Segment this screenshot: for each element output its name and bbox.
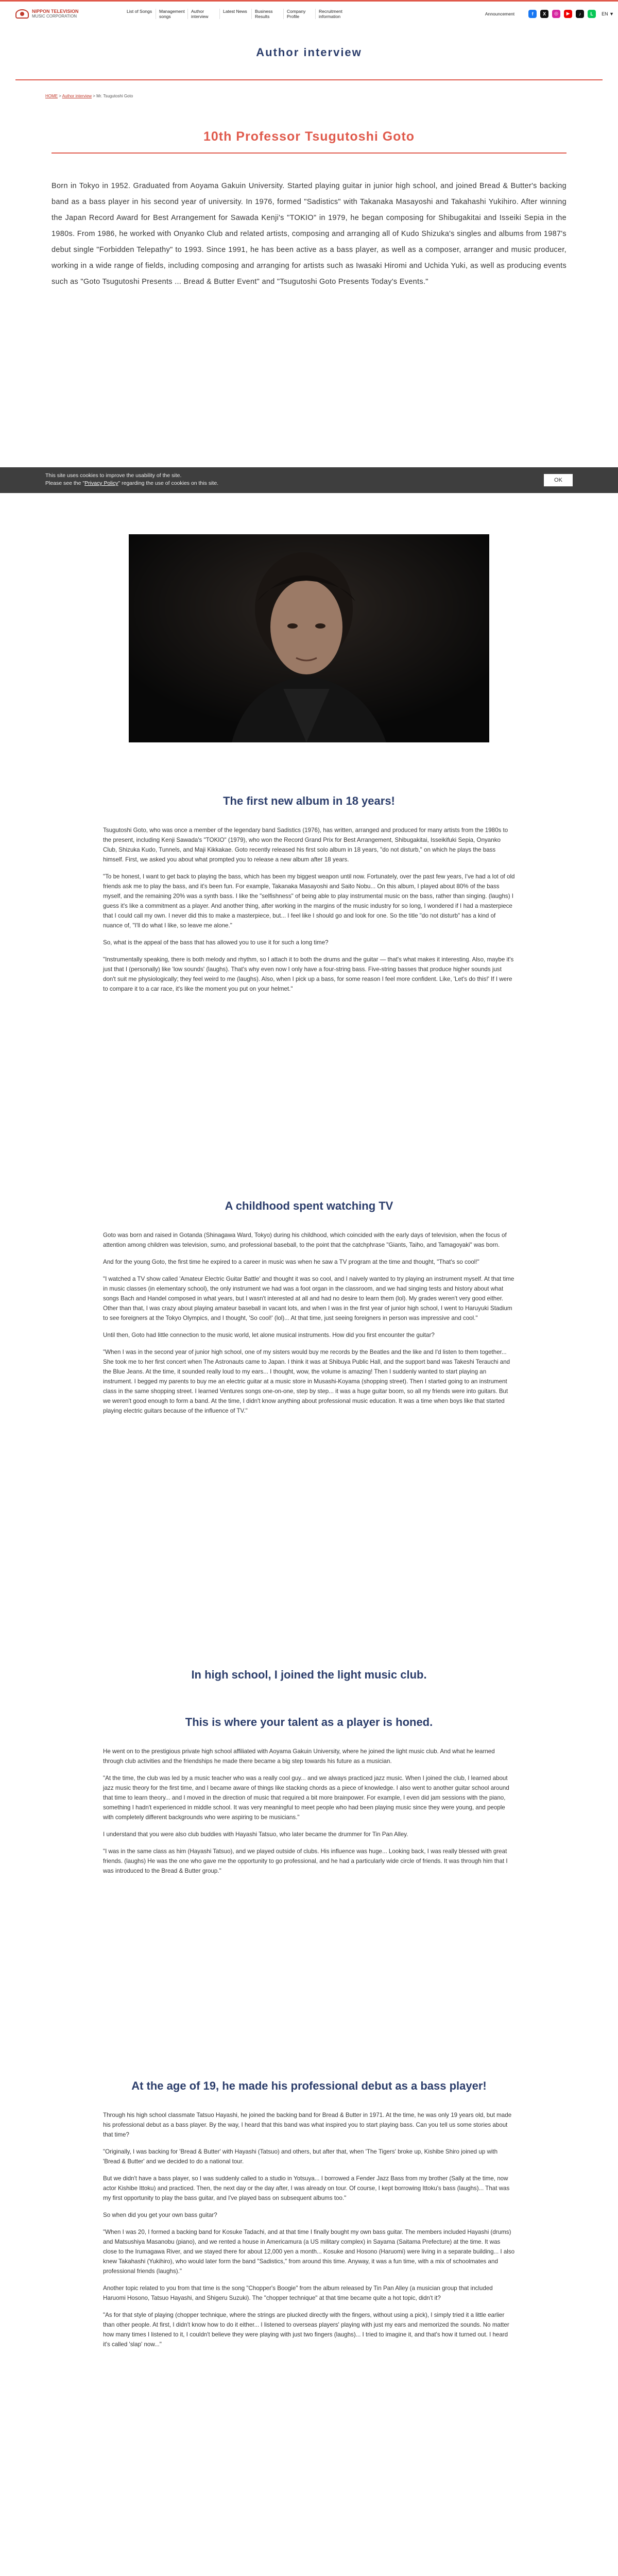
x-icon[interactable]: X: [540, 10, 548, 18]
main-nav: [124, 9, 485, 19]
logo-icon: [15, 9, 29, 19]
paragraph: So when did you get your own bass guitar?: [103, 2212, 217, 2218]
paragraph: "When I was in the second year of junior high school, one of my sisters would buy me records by the Beatles and the like and I'd listen to them together... She took me to her first concert when The Astronauts came to Japan. I think it was at Shibuya Public Hall, and the support band was Takeshi Terauchi and the Blue Jeans. At the time, it sounded really loud to my ears... I thought, wow, the volume is amazing! Then I suddenly wanted to start playing an instrument. I begged my parents to buy me an electric guitar at a music store in Musashi-Koyama (shopping street). Then I started going to an instrument class in the same shopping street. I learned Ventures songs one-on-one, step by step... it was a huge guitar boom, so all my friends were into guitars. But we weren't good enough to form a band. At the time, I didn't know anything about professional music education. It was a time when boys like that started playing electric guitars because of the influence of TV.": [103, 1349, 510, 1414]
paragraph: "Instrumentally speaking, there is both melody and rhythm, so I attach it to both the drums and the guitar — that's what makes it interesting. Also, maybe it's just that I (personally) like 'low sounds' (laughs). That's why even now I only have a four-string bass. Five-string basses that produce higher sounds just don't suit me physiologically; they feel weird to me (laughs). Also, when I pick up a bass, for some reason I feel more confident. Like, 'Let's do this!' If I were to compare it to a car race, it's like the moment you put on your helmet.": [103, 956, 514, 992]
paragraph: Another topic related to you from that time is the song "Chopper's Boogie" from the album released by Tin Pan Alley (a musician group that included Haruomi Hosono, Tatsuo Hayashi, and Shigeru Suzuki). The "chopper technique" at that time became quite a hot topic, didn't it?: [103, 2285, 493, 2301]
line-icon[interactable]: L: [588, 10, 596, 18]
cookie-text-line1: This site uses cookies to improve the usability of the site.: [45, 472, 182, 479]
paragraph: Goto was born and raised in Gotanda (Shinagawa Ward, Tokyo) during his childhood, which coincided with the early days of television, when the focus of attention among children was television, sumo, and professional baseball, to the point that the catchphrase "Giants, Taiho, and Tamagoyaki" was born.: [103, 1232, 507, 1248]
paragraph: Tsugutoshi Goto, who was once a member of the legendary band Sadistics (1976), has written, arranged and produced for many artists from the 1980s to the present, including Kenji Sawada's "TOKIO" (1979), who won the Record Grand Prix for Best Arrangement, Shibugakitai, Isseikifuki Sepia, Onyanko Club, Shizuka Kudo, Tunnels, and Maji Kikkakae. Goto recently released his first solo album in 18 years, "do not disturb," on which he plays the bass himself. First, we asked you about what prompted you to release a new album after 18 years.: [103, 827, 508, 863]
paragraph: "Originally, I was backing for 'Bread & Butter' with Hayashi (Tatsuo) and others, but after that, when 'The Tigers' broke up, Kishibe Shiro joined up with 'Bread & Butter' and we decided to do a national tour.: [103, 2148, 498, 2165]
breadcrumb-parent[interactable]: Author interview: [62, 94, 92, 98]
breadcrumb-current: Mr. Tsugutoshi Goto: [96, 94, 133, 98]
page-title: Author interview: [256, 46, 362, 59]
profile-title-underline: [52, 152, 566, 154]
article-section-2: [103, 1199, 515, 1423]
title-band: [0, 26, 618, 79]
nav-item-business[interactable]: Business Results: [251, 9, 283, 19]
article-section-1: [103, 794, 515, 1001]
breadcrumb: HOME > Author interview > Mr. Tsugutoshi Goto: [45, 94, 133, 98]
profile-title: 10th Professor Tsugutoshi Goto: [203, 129, 415, 144]
article-section-5: [103, 2079, 515, 2357]
section-heading: This is where your talent as a player is honed.: [185, 1716, 433, 1728]
author-photo: [129, 534, 489, 742]
paragraph: So, what is the appeal of the bass that has allowed you to use it for such a long time?: [103, 939, 329, 946]
paragraph: He went on to the prestigious private high school affiliated with Aoyama Gakuin University, where he joined the light music club. And what he learned through club activities and the friendships he made there became a big step towards his future as a musician.: [103, 1748, 495, 1765]
facebook-icon[interactable]: f: [528, 10, 537, 18]
nav-item-news[interactable]: Latest News: [219, 9, 251, 19]
section-heading: A childhood spent watching TV: [225, 1199, 393, 1212]
section-heading: At the age of 19, he made his professional debut as a bass player!: [131, 2079, 487, 2092]
nav-item-author-interview[interactable]: Author interview: [187, 9, 219, 19]
logo-line1: NIPPON TELEVISION: [32, 8, 79, 14]
divider: [15, 79, 603, 80]
paragraph: Until then, Goto had little connection to the music world, let alone musical instruments. How did you first encounter the guitar?: [103, 1332, 435, 1338]
announcement-link[interactable]: Announcement: [485, 11, 515, 16]
logo-line2: MUSIC CORPORATION: [32, 13, 77, 19]
youtube-icon[interactable]: ▶: [564, 10, 572, 18]
paragraph: "At the time, the club was led by a music teacher who was a really cool guy... and we always practiced jazz music. When I joined the club, I learned about jazz music theory for the first time, and I became aware of things like stacking chords as a piece of knowledge. I also went to another guitar school around that time to learn theory... and I moved in the direction of music that required a bit more brainpower. For example, I even did jam sessions with the piano, something I hadn't experienced in middle school. It was very meaningful to meet people who had been playing music since they were young, and people with completely different backgrounds who were aspiring to be musicians.": [103, 1775, 509, 1821]
cookie-ok-button[interactable]: OK: [544, 474, 573, 486]
nav-item-management[interactable]: Management songs: [156, 9, 187, 19]
language-selector[interactable]: EN ▼: [602, 11, 614, 16]
section-heading: In high school, I joined the light music club.: [191, 1668, 427, 1681]
privacy-policy-link[interactable]: Privacy Policy: [84, 480, 118, 486]
paragraph: And for the young Goto, the first time he expired to a career in music was when he saw a TV program at the time and thought, "That's so cool!": [103, 1259, 479, 1265]
site-logo[interactable]: [15, 9, 124, 19]
profile-intro: Born in Tokyo in 1952. Graduated from Aoyama Gakuin University. Started playing guitar in junior high school, and joined Bread & Butter's backing band as a bass player in his second year of university. In 1976, formed "Sadistics" with Takanaka Masayoshi and Takahashi Yukihiro. After winning the Japan Record Award for Best Arrangement for Sawada Kenji's "TOKIO" in 1979, he began composing for Shibugakitai and Isseiki Sepia in the 1980s. From 1986, he worked with Onyanko Club and related artists, composing and arranging all of Kudo Shizuka's singles and albums from 1987's debut single "Forbidden Telepathy" to 1993. Since 1991, he has been active as a bass player, as well as a composer, arranger and music producer, working in a wide range of fields, including composing and arranging for artists such as Iwasaki Hiromi and Uchida Yuki, as well as producing events such as "Goto Tsugutoshi Presents ... Bread & Butter Event" and "Tsugutoshi Goto Presents Today's Events.": [52, 182, 566, 286]
instagram-icon[interactable]: ◎: [552, 10, 560, 18]
paragraph: I understand that you were also club buddies with Hayashi Tatsuo, who later became the drummer for Tin Pan Alley.: [103, 1831, 408, 1838]
paragraph: Through his high school classmate Tatsuo Hayashi, he joined the backing band for Bread & Butter in 1971. At the time, he was only 19 years old, but made his professional debut as a bass player. By the way, I heard that this band was what inspired you to start playing bass. Can you tell us some stories about that time?: [103, 2112, 512, 2138]
cookie-banner: [0, 467, 618, 493]
paragraph: But we didn't have a bass player, so I was suddenly called to a studio in Yotsuya... I borrowed a Fender Jazz Bass from my brother (Sally at the time, now actor Kishibe Ittoku) and practiced. Then, the next day or the day after, I was already on tour. Of course, I kept borrowing Ittoku's bass (laughs)... That was my first opportunity to play the bass guitar, and I've played bass on subsequent albums too.": [103, 2175, 510, 2201]
paragraph: "To be honest, I want to get back to playing the bass, which has been my biggest weapon until now. Fortunately, over the past few years, I've had a lot of old friends ask me to play the bass, and it's been fun. For example, Takanaka Masayoshi and Saito Nobu... On this album, I played about 80% of the bass myself, and the remaining 20% was a synth bass. I like the "selfishness" of being able to play instrumental music on the bass, rather than singing. (laughs) I guess it's like a commitment as a player. And another thing, after working in the margins of the music industry for so long, I wondered if I had a masterpiece that I could call my own. I never did this to make a masterpiece, but... I feel like I should go and look for one. So the title "do not disturb" has a kind of nuance of, "I'll do what I like, so leave me alone.": [103, 873, 515, 929]
site-header: [0, 0, 618, 26]
paragraph: "I watched a TV show called 'Amateur Electric Guitar Battle' and thought it was so cool, and I naively wanted to try playing an instrument myself. At that time in music classes (in elementary school), the only instrument we had was a foot organ in the classroom, and we had singing tests and history about what songs Bach and Handel composed in what years, but I wasn't interested at all and had no desire to learn them (lol). My grades weren't very good either. Other than that, I was crazy about playing amateur baseball in vacant lots, and when I was in the first year of junior high school, I went to Haruyuki Stadium to see foreigners at the Tokyo Olympics, and I thought, 'So cool!' (lol)... At that time, just seeing foreigners in person was impressive and cool.": [103, 1276, 514, 1321]
tiktok-icon[interactable]: ♪: [576, 10, 584, 18]
article-section-4: [103, 1716, 515, 1883]
breadcrumb-home[interactable]: HOME: [45, 94, 58, 98]
section-heading: The first new album in 18 years!: [223, 794, 395, 807]
paragraph: "When I was 20, I formed a backing band for Kosuke Tadachi, and at that time I finally bought my own bass guitar. The members included Hayashi (drums) and Matsushiya Masanobu (piano), and we rented a house in Americamura (a US military complex) in Sayama (Saitama Prefecture) at the time. It was close to the Irumagawa River, and we stayed there for about 12,000 yen a month... Kosuke and Hosono (Haruomi) were living in a separate building... I also knew Takahashi (Yukihiro), who would later form the band "Sadistics," from around this time. Anyway, it was a fun time, with a mix of schoolmates and professional friends (laughs).": [103, 2229, 515, 2275]
paragraph: "I was in the same class as him (Hayashi Tatsuo), and we played outside of clubs. His influence was huge... Looking back, I was really blessed with great friends. (laughs) He was the one who gave me the opportunity to go professional, and he had a particularly wide circle of friends. It was through him that I was introduced to the Bread & Butter group.": [103, 1848, 508, 1874]
nav-item-recruitment[interactable]: Recruitment information: [315, 9, 347, 19]
article-section-3: [103, 1668, 515, 1682]
nav-item-company[interactable]: Company Profile: [283, 9, 315, 19]
nav-item-songs[interactable]: List of Songs: [127, 8, 152, 14]
paragraph: "As for that style of playing (chopper technique, where the strings are plucked directly with the fingers, without using a pick), I simply tried it a little earlier than other people. At first, I didn't know how to do it either... I listened to overseas players' playing with just my ears and memorized the sounds. No matter how many times I listened to it, I couldn't believe they were playing with just two fingers (laughs)... I tried to imagine it, and that's how it turned out. I heard it's called 'slap' now...": [103, 2312, 509, 2348]
cookie-text-line2: Please see the "Privacy Policy" regarding the use of cookies on this site.: [45, 480, 219, 486]
